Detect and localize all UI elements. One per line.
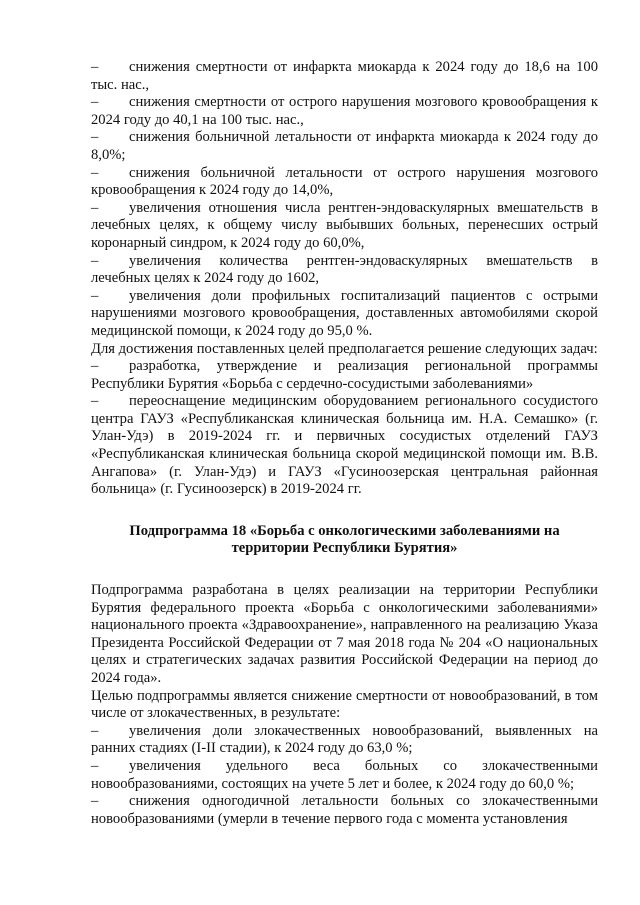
task-item: – разработка, утверждение и реализация региональной программы Республики Бурятия «Борьба с сердечно-сосудистыми заболеваниями»: [91, 358, 598, 392]
list-item: – увеличения доли профильных госпитализаций пациентов с острыми нарушениями мозгового кровообращения, доставленных автомобилями скорой медицинской помощи, к 2024 году до 95,0 %.: [91, 287, 598, 339]
list-item: – увеличения количества рентген-эндоваскулярных вмешательств в лечебных целях к 2024 году до 1602,: [91, 252, 598, 287]
dash-marker: –: [91, 793, 99, 810]
section-heading: Подпрограмма 18 «Борьба с онкологическими заболеваниями на территории Республики Бурятия»: [129, 522, 560, 557]
dash-marker: –: [91, 358, 99, 375]
dash-marker: –: [91, 252, 99, 269]
dash-marker: –: [91, 94, 99, 111]
list-item: – снижения смертности от острого нарушения мозгового кровообращения к 2024 году до 40,1 на 100 тыс. нас.,: [91, 94, 598, 128]
dash-marker: –: [91, 164, 99, 181]
task-item: – переоснащение медицинским оборудованием регионального сосудистого центра ГАУЗ «Республиканская клиническая больница им. Н.А. Семашко» (г. Улан-Удэ) в 2019-2024 гг. и первичных сосудистых отделений ГАУЗ «Республиканская клиническая больница скорой медицинской помощи им. В.В. Ангапова» (г. Улан-Удэ) и ГАУЗ «Гусиноозерская центральная районная больница» (г. Гусиноозерск) в 2019-2024 гг.: [91, 393, 598, 498]
intro-paragraph: Подпрограмма разработана в целях реализации на территории Республики Бурятия федерального проекта «Борьба с онкологическими заболеваниями» национального проекта «Здравоохранение», направленного на реализацию Указа Президента Российской Федерации от 7 мая 2018 года № 204 «О национальных целях и стратегических задачах развития Российской Федерации на период до 2024 года».: [91, 582, 598, 686]
list-item: – увеличения отношения числа рентген-эндоваскулярных вмешательств в лечебных целях, к общему числу выбывших больных, перенесших острый коронарный синдром, к 2024 году до 60,0%,: [91, 199, 598, 251]
dash-marker: –: [91, 722, 99, 739]
list-item: – снижения смертности от инфаркта миокарда к 2024 году до 18,6 на 100 тыс. нас.,: [91, 59, 598, 93]
dash-marker: –: [91, 287, 99, 304]
dash-marker: –: [91, 199, 99, 216]
dash-marker: –: [91, 129, 99, 146]
dash-marker: –: [91, 757, 99, 774]
list-item: – снижения одногодичной летальности больных со злокачественными новообразованиями (умерли в течение первого года с момента установления: [91, 793, 598, 827]
document-page: [91, 59, 598, 828]
list-item: – снижения больничной летальности от острого нарушения мозгового кровообращения к 2024 году до 14,0%,: [91, 164, 598, 199]
tasks-intro: Для достижения поставленных целей предполагается решение следующих задач:: [91, 340, 598, 357]
dash-marker: –: [91, 393, 99, 410]
list-item: – увеличения доли злокачественных новообразований, выявленных на ранних стадиях (I-II стадии), к 2024 году до 63,0 %;: [91, 722, 598, 757]
goal-paragraph: Целью подпрограммы является снижение смертности от новообразований, в том числе от злокачественных, в результате:: [91, 687, 598, 722]
dash-marker: –: [91, 59, 99, 75]
list-item: – снижения больничной летальности от инфаркта миокарда к 2024 году до 8,0%;: [91, 129, 598, 163]
list-item: – увеличения удельного веса больных со злокачественными новообразованиями, состоящих на учете 5 лет и более, к 2024 году до 60,0 %;: [91, 757, 598, 792]
